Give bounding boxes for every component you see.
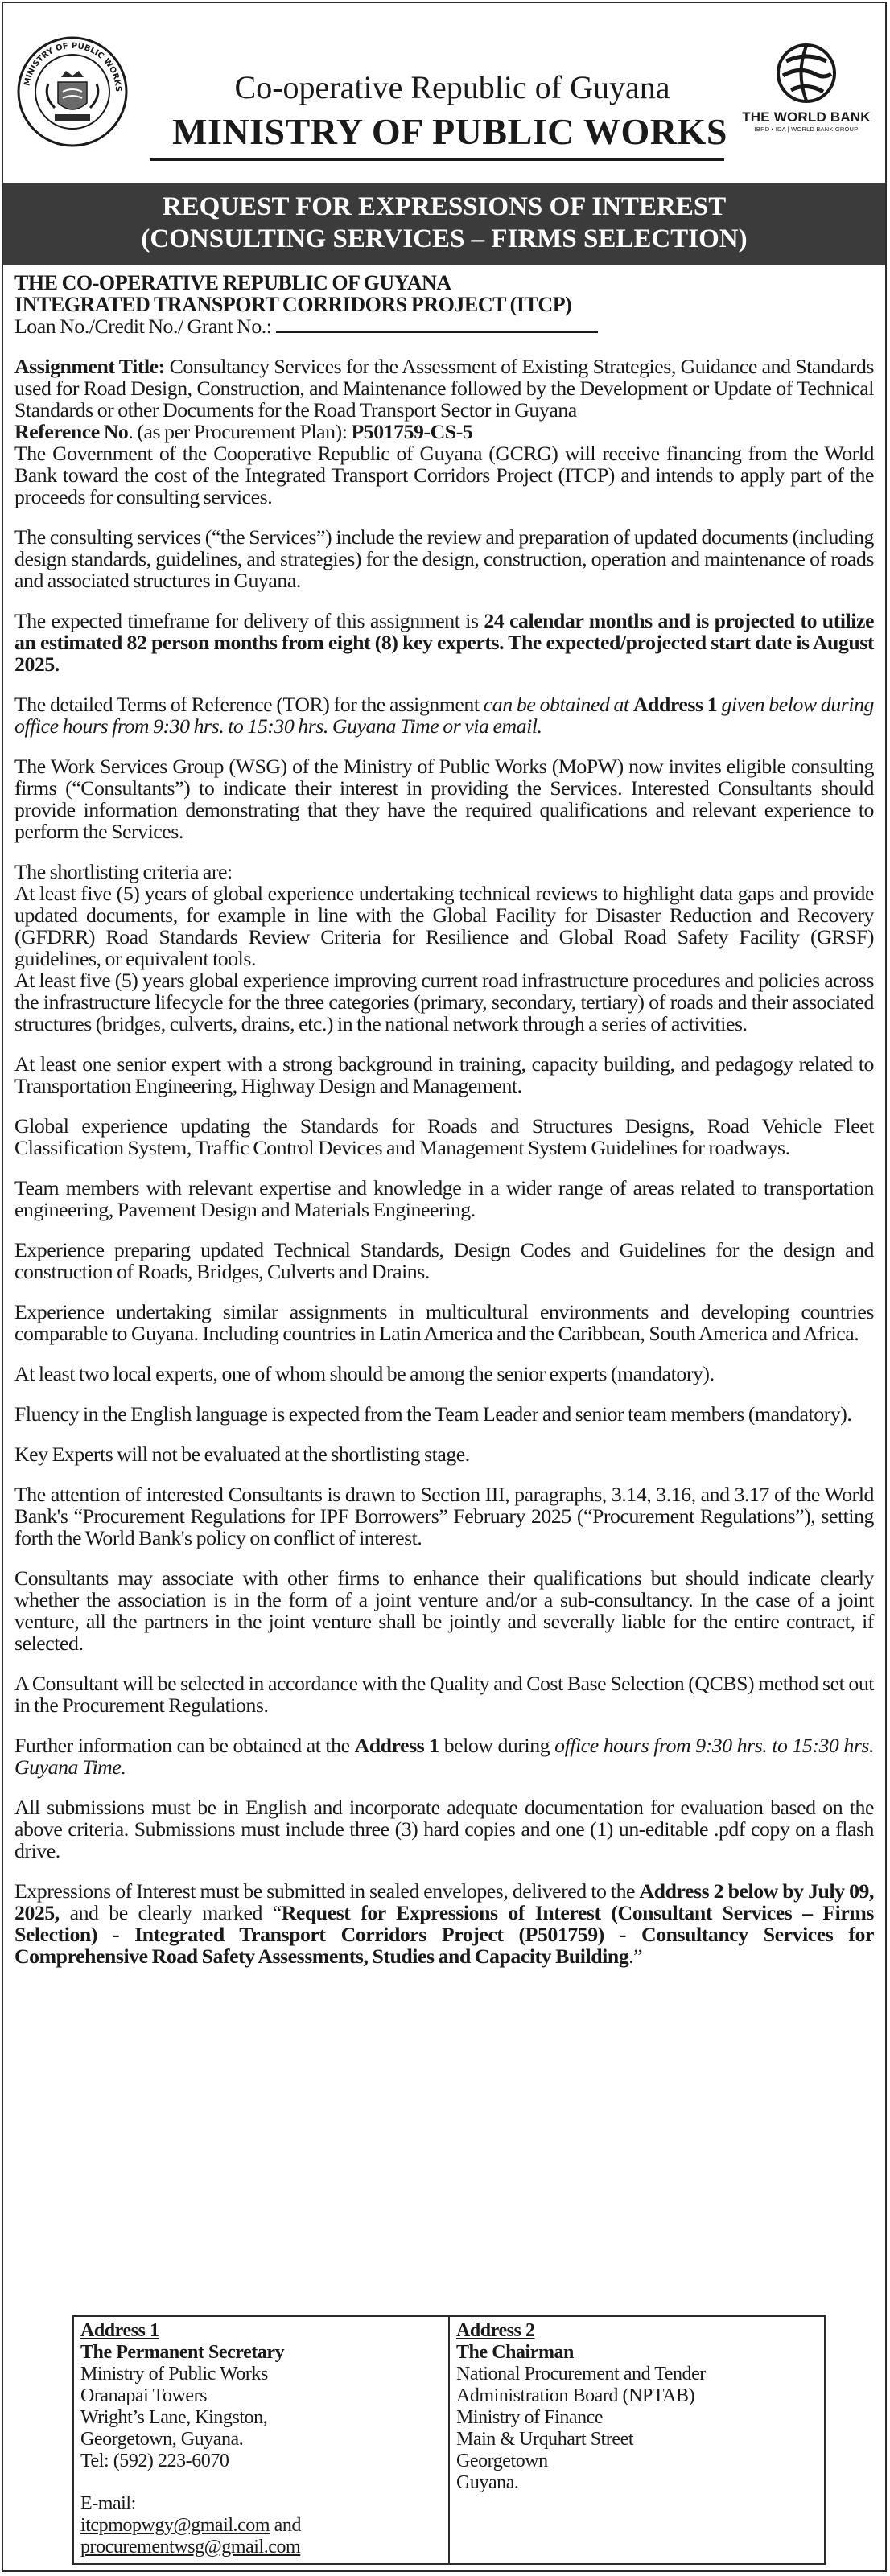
further-hours: office hours from 9:30 hrs. to 15:30 hrs. Guyana Time. bbox=[14, 1734, 874, 1779]
standards-paragraph: Experience preparing updated Technical Standards, Design Codes and Guidelines for the design and construction of Roads, Bridges, Culverts and Drains. bbox=[14, 1238, 874, 1283]
financing-paragraph: The Government of the Cooperative Republic of Guyana (GCRG) will receive financing from the World Bank toward the cost of the Integrated Transport Corridors Project (ITCP) and intends to apply part of the proceeds for consulting services. bbox=[14, 442, 874, 508]
address-1-heading: Address 1 bbox=[80, 2320, 159, 2341]
address-2-name: The Chairman bbox=[456, 2342, 574, 2363]
eoi-paragraph bbox=[14, 1880, 874, 1967]
project-heading-line-2: INTEGRATED TRANSPORT CORRIDORS PROJECT (ITCP) bbox=[14, 293, 572, 316]
reference-mid-text: . (as per Procurement Plan): bbox=[128, 420, 352, 443]
criteria-item-1: At least five (5) years of global experience undertaking technical reviews to highlight data gaps and provide updated documents, for example in line with the Global Facility for Disaster Reduction and Recovery (GFDRR) Road Standards Review Criteria for Resilience and Global Road Safety Facility (GRSF) guidelines, or equivalent tools. bbox=[14, 882, 874, 970]
email-line-1 bbox=[80, 2515, 442, 2537]
banner-line-2: (CONSULTING SERVICES – FIRMS SELECTION) bbox=[141, 224, 748, 253]
criteria-intro: The shortlisting criteria are: bbox=[14, 860, 233, 883]
senior-expert-paragraph: At least one senior expert with a strong background in training, capacity building, and pedagogy related to Transportation Engineering, Highway Design and Management. bbox=[14, 1052, 874, 1097]
local-experts-paragraph: At least two local experts, one of whom should be among the senior experts (mandatory). bbox=[14, 1362, 715, 1385]
team-members-paragraph: Team members with relevant expertise and knowledge in a wider range of areas related to transportation engineering, Pavement Design and Materials Engineering. bbox=[14, 1176, 874, 1221]
address-1 bbox=[74, 2317, 448, 2563]
further-address-ref: Address 1 bbox=[354, 1734, 439, 1757]
address-2-line: Main & Urquhart Street bbox=[456, 2429, 634, 2450]
header bbox=[3, 3, 885, 179]
eoi-text-end: .” bbox=[628, 1944, 643, 1968]
attention-paragraph: The attention of interested Consultants is drawn to Section III, paragraphs, 3.14, 3.16, and 3.17 of the World Bank's “Procurement Regulations for IPF Borrowers” February 2025 (“Procurement Regulations”), setting forth the World Bank's policy on conflict of interest. bbox=[14, 1483, 874, 1549]
world-bank-logo bbox=[742, 42, 871, 134]
address-2-heading: Address 2 bbox=[456, 2320, 535, 2341]
eoi-text-2: and be clearly marked “ bbox=[59, 1901, 282, 1924]
timeframe-paragraph bbox=[14, 610, 874, 675]
reference-value: P501759-CS-5 bbox=[351, 420, 473, 443]
qcbs-paragraph: A Consultant will be selected in accordance with the Quality and Cost Base Selection (QCBS) method set out in the Procurement Regulations. bbox=[14, 1672, 874, 1717]
address-2-line: National Procurement and Tender bbox=[456, 2364, 706, 2385]
assignment-title bbox=[14, 356, 874, 421]
submissions-paragraph: All submissions must be in English and incorporate adequate documentation for evaluation based on the above criteria. Submissions must include three (3) hard copies and one (1) un-editable .pdf copy on a flash drive. bbox=[14, 1796, 874, 1862]
assignment-title-label: Assignment Title: bbox=[14, 355, 165, 378]
address-1-line: Georgetown, Guyana. bbox=[80, 2429, 244, 2450]
address-1-line: Wright’s Lane, Kingston, bbox=[80, 2407, 268, 2428]
further-info-paragraph bbox=[14, 1734, 874, 1778]
project-heading-line-1: THE CO-OPERATIVE REPUBLIC OF GUYANA bbox=[14, 271, 451, 294]
loan-number-blank bbox=[276, 317, 598, 333]
header-rule bbox=[150, 158, 724, 161]
tor-address-ref: Address 1 bbox=[632, 693, 718, 716]
email-link-procurement[interactable]: procurementwsg@gmail.com bbox=[80, 2537, 301, 2557]
eoi-text: Expressions of Interest must be submitted in sealed envelopes, delivered to the bbox=[14, 1879, 640, 1903]
assignment-title-text: Consultancy Services for the Assessment of Existing Strategies, Guidance and Standards used for Road Design, Construction, and Maintenance followed by the Development or Update of Technical Standards or other Documents for the Road Transport Sector in Guyana bbox=[14, 355, 874, 422]
services-paragraph: The consulting services (“the Services”) include the review and preparation of updated documents (including design standards, guidelines, and strategies) for the design, construction, operation and maintenance of roads and associated structures in Guyana. bbox=[14, 525, 874, 592]
address-1-line: Ministry of Public Works bbox=[80, 2364, 268, 2385]
address-2 bbox=[448, 2317, 824, 2563]
wsg-paragraph: The Work Services Group (WSG) of the Ministry of Public Works (MoPW) now invites eligible consulting firms (“Consultants”) to indicate their interest in providing the Services. Interested Consultants should provide information demonstrating that they have the required qualifications and relevant experience to perform the Services. bbox=[14, 755, 874, 843]
reference-number bbox=[14, 421, 874, 442]
notice-body bbox=[14, 272, 874, 1985]
address-2-line: Ministry of Finance bbox=[456, 2407, 604, 2428]
association-paragraph: Consultants may associate with other firms to enhance their qualifications but should indicate clearly whether the association is in the form of a joint venture and/or a sub-consultancy. In the case of a joint venture, all the partners in the joint venture shall be jointly and severally liable for the entire contract, if selected. bbox=[14, 1566, 874, 1655]
country-name: Co-operative Republic of Guyana bbox=[234, 69, 670, 105]
world-bank-subtitle: IBRD • IDA | WORLD BANK GROUP bbox=[754, 126, 859, 133]
advertisement-page bbox=[2, 2, 887, 2572]
global-experience-paragraph: Global experience updating the Standards for Roads and Structures Designs, Road Vehicle Fleet Classification System, Traffic Control Devices and Management System Guidelines for roadways. bbox=[14, 1114, 874, 1159]
tor-paragraph bbox=[14, 693, 874, 737]
tor-text: The detailed Terms of Reference (TOR) for the assignment bbox=[14, 693, 484, 716]
address-1-spacer bbox=[80, 2472, 442, 2493]
further-text: Further information can be obtained at the bbox=[14, 1734, 355, 1757]
address-2-line: Guyana. bbox=[456, 2472, 519, 2493]
email-and: and bbox=[270, 2515, 301, 2536]
criteria-item-2: At least five (5) years global experience improving current road infrastructure procedures and policies across the infrastructure lifecycle for the three categories (primary, secondary, tertiary) of roads and their associated structures (bridges, culverts, drains, etc.) in the national network through a series of activities. bbox=[14, 969, 874, 1035]
world-bank-name: THE WORLD BANK bbox=[742, 109, 871, 125]
tor-italic-hours: given below during office hours from 9:30 hrs. to 15:30 hrs. Guyana Time or via email. bbox=[14, 693, 874, 738]
address-2-line: Georgetown bbox=[456, 2450, 548, 2471]
multicultural-paragraph: Experience undertaking similar assignments in multicultural environments and developing countries comparable to Guyana. Including countries in Latin America and the Caribbean, South America and Africa. bbox=[14, 1300, 874, 1345]
address-2-line: Administration Board (NPTAB) bbox=[456, 2385, 695, 2406]
world-bank-globe-icon bbox=[775, 42, 838, 105]
title-banner bbox=[3, 183, 885, 265]
email-link-itcp[interactable]: itcpmopwgy@gmail.com bbox=[80, 2515, 270, 2536]
crest-ring-text: MINISTRY OF PUBLIC WORKS bbox=[23, 41, 123, 93]
banner-line-1: REQUEST FOR EXPRESSIONS OF INTEREST bbox=[162, 192, 727, 221]
reference-label: Reference No bbox=[14, 420, 129, 443]
loan-label: Loan No./Credit No./ Grant No.: bbox=[14, 315, 272, 338]
address-table bbox=[72, 2315, 826, 2565]
eoi-marking: Request for Expressions of Interest (Consultant Services – Firms Selection) - Integrated Transport Corridors Project (P501759) - Consultancy Services for Comprehensive Road Safety Assessments, Studies and Capacity Building bbox=[14, 1901, 874, 1968]
fluency-paragraph: Fluency in the English language is expected from the Team Leader and senior team members (mandatory). bbox=[14, 1402, 852, 1426]
further-text-2: below during bbox=[439, 1734, 555, 1757]
address-1-phone: Tel: (592) 223-6070 bbox=[80, 2450, 229, 2471]
timeframe-bold-text: 24 calendar months and is projected to utilize an estimated 82 person months from eight (8) key experts. The expected/projected start date is August 2025. bbox=[14, 609, 874, 676]
email-label: E-mail: bbox=[80, 2493, 136, 2514]
timeframe-text: The expected timeframe for delivery of this assignment is bbox=[14, 609, 484, 632]
tor-italic-text: can be obtained at bbox=[483, 693, 633, 716]
address-1-name: The Permanent Secretary bbox=[80, 2342, 285, 2363]
loan-number-line bbox=[14, 315, 874, 337]
eoi-deadline: Address 2 below by July 09, 2025, bbox=[14, 1879, 874, 1924]
address-1-line: Oranapai Towers bbox=[80, 2385, 208, 2406]
ministry-name: MINISTRY OF PUBLIC WORKS bbox=[172, 111, 727, 152]
key-experts-paragraph: Key Experts will not be evaluated at the shortlisting stage. bbox=[14, 1442, 470, 1466]
